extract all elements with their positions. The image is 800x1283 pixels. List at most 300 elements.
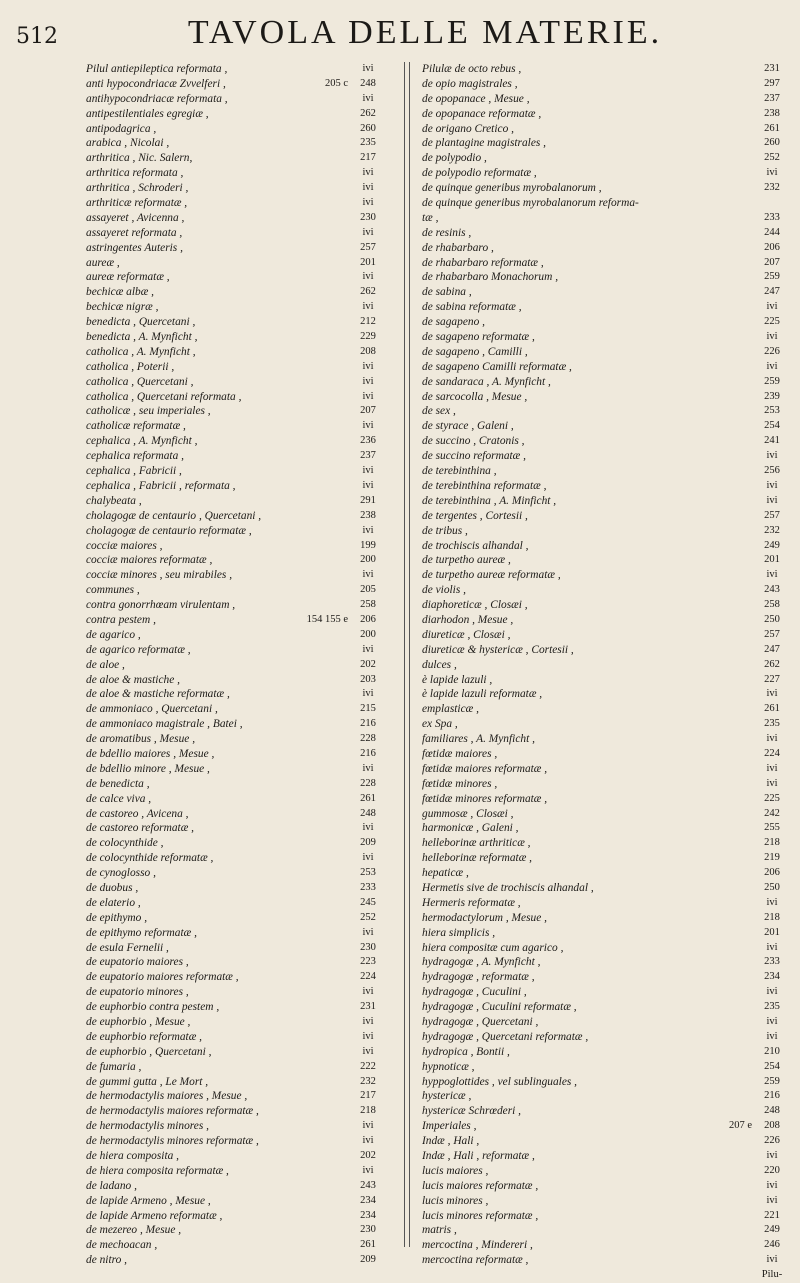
entry-text: de terebinthina reformatæ , — [422, 479, 547, 492]
entry-text: lucis maiores , — [422, 1164, 489, 1177]
entry-page-number: 233 — [764, 211, 780, 223]
entry-page-number: 230 — [360, 211, 376, 223]
entry-cross-ref — [722, 1104, 754, 1119]
entry-cross-ref — [306, 1223, 350, 1238]
entry-cross-ref — [722, 1015, 754, 1030]
entry-page-number: 202 — [360, 1150, 376, 1162]
entry-cross-ref — [722, 166, 754, 181]
index-entry — [422, 1223, 790, 1238]
entry-page-number: 208 — [360, 345, 376, 357]
entry-page-number: 234 — [360, 1209, 376, 1221]
entry-cross-ref — [306, 836, 350, 851]
entry-text: hydragogæ , Cuculini reformatæ , — [422, 1001, 577, 1014]
entry-page-number: 231 — [764, 63, 780, 74]
entry-text: assayeret , Avicenna , — [86, 211, 185, 224]
entry-cross-ref — [722, 598, 754, 613]
entry-cross-ref — [306, 122, 350, 137]
entry-cross-ref — [722, 658, 754, 673]
entry-page-number: ivi — [362, 465, 374, 477]
index-entry — [422, 166, 790, 181]
index-entry — [86, 375, 386, 390]
entry-page-number: 235 — [764, 718, 780, 730]
entry-text: helleborinæ reformatæ , — [422, 852, 533, 865]
entry-cross-ref — [306, 464, 350, 479]
entry-page-number: 250 — [764, 881, 780, 893]
entry-cross-ref — [306, 1104, 350, 1119]
entry-cross-ref — [306, 1253, 350, 1268]
entry-cross-ref — [722, 1268, 754, 1283]
entry-cross-ref — [306, 598, 350, 613]
entry-page-number: 235 — [764, 1001, 780, 1013]
index-entry — [422, 196, 790, 211]
entry-cross-ref — [306, 494, 350, 509]
entry-page-number: ivi — [362, 762, 374, 774]
entry-page-number: ivi — [766, 941, 778, 953]
index-entry — [86, 494, 386, 509]
entry-cross-ref — [722, 747, 754, 762]
index-entry — [86, 107, 386, 122]
index-entry — [86, 896, 386, 911]
entry-text: de aloe & mastiche , — [86, 673, 180, 686]
entry-page-number: ivi — [766, 777, 778, 789]
entry-page-number: 262 — [764, 658, 780, 670]
entry-text: de mechoacan , — [86, 1239, 158, 1252]
index-entry — [422, 1075, 790, 1090]
entry-page-number: 227 — [764, 673, 780, 685]
entry-page-number: 206 — [764, 867, 780, 879]
index-entry — [422, 270, 790, 285]
entry-cross-ref: 207 e — [728, 1120, 752, 1132]
index-entry — [422, 732, 790, 747]
index-entry — [422, 449, 790, 464]
index-entry — [422, 955, 790, 970]
column-divider — [404, 62, 405, 1247]
entry-cross-ref — [722, 762, 754, 777]
entry-cross-ref — [306, 196, 350, 211]
index-entry — [422, 464, 790, 479]
index-entry — [86, 181, 386, 196]
entry-text: de opopanace , Mesue , — [422, 92, 530, 105]
entry-page-number: 217 — [360, 1090, 376, 1102]
index-entry — [86, 300, 386, 315]
entry-text: de turpetho aureæ , — [422, 554, 511, 567]
entry-cross-ref — [722, 107, 754, 122]
entry-page-number: 257 — [360, 241, 376, 253]
entry-text: de agarico reformatæ , — [86, 643, 191, 656]
index-entry — [422, 777, 790, 792]
entry-cross-ref — [306, 1000, 350, 1015]
entry-text: matris , — [422, 1224, 457, 1237]
index-entry — [86, 539, 386, 554]
entry-text: de aromatibus , Mesue , — [86, 733, 196, 746]
entry-page-number: 218 — [360, 1105, 376, 1117]
entry-page-number: ivi — [362, 360, 374, 372]
entry-page-number: 219 — [764, 852, 780, 864]
entry-text: de quinque generibus myrobalanorum , — [422, 182, 602, 195]
entry-page-number: 217 — [360, 152, 376, 164]
entry-cross-ref — [722, 553, 754, 568]
entry-page-number: 201 — [764, 554, 780, 566]
entry-page-number: ivi — [766, 896, 778, 908]
entry-cross-ref — [306, 1179, 350, 1194]
index-entry — [422, 1119, 790, 1134]
entry-cross-ref — [722, 360, 754, 375]
entry-page-number: 234 — [764, 971, 780, 983]
index-entry — [86, 851, 386, 866]
entry-text: cholagogæ de centaurio , Quercetani , — [86, 509, 262, 522]
entry-cross-ref — [722, 1209, 754, 1224]
entry-cross-ref — [306, 896, 350, 911]
entry-cross-ref — [306, 256, 350, 271]
entry-cross-ref — [722, 122, 754, 137]
entry-text: catholica , Poterii , — [86, 360, 175, 373]
entry-page-number: 247 — [764, 643, 780, 655]
entry-text: è lapide lazuli , — [422, 673, 493, 686]
entry-page-number: ivi — [362, 1164, 374, 1176]
entry-page-number: 215 — [360, 703, 376, 715]
entry-text: benedicta , A. Mynficht , — [86, 331, 198, 344]
index-entry — [86, 1015, 386, 1030]
entry-text: de sandaraca , A. Mynficht , — [422, 375, 551, 388]
entry-text: cholagogæ de centaurio reformatæ , — [86, 524, 252, 537]
entry-text: de lapide Armeno reformatæ , — [86, 1209, 223, 1222]
entry-text: gummosæ , Closæi , — [422, 807, 514, 820]
entry-text: de elaterio , — [86, 896, 141, 909]
entry-cross-ref — [722, 1045, 754, 1060]
entry-text: hydragogæ , Cuculini , — [422, 986, 527, 999]
entry-cross-ref — [306, 151, 350, 166]
entry-text: de agarico , — [86, 628, 141, 641]
index-entry — [86, 1253, 386, 1268]
entry-cross-ref — [306, 1164, 350, 1179]
entry-page-number: ivi — [362, 822, 374, 834]
entry-text: de cynoglosso , — [86, 867, 156, 880]
entry-text: de lapide Armeno , Mesue , — [86, 1194, 211, 1207]
entry-text: de hermodactylis maiores , Mesue , — [86, 1090, 248, 1103]
entry-text: antipodagrica , — [86, 122, 157, 135]
entry-text: catholicæ reformatæ , — [86, 420, 186, 433]
entry-cross-ref — [722, 1194, 754, 1209]
index-entry — [422, 107, 790, 122]
index-entry — [422, 985, 790, 1000]
entry-page-number: 253 — [360, 867, 376, 879]
entry-page-number: 201 — [764, 926, 780, 938]
index-entry — [86, 226, 386, 241]
entry-page-number: ivi — [362, 643, 374, 655]
entry-page-number: 243 — [764, 584, 780, 596]
entry-cross-ref — [722, 1089, 754, 1104]
index-entry — [422, 851, 790, 866]
entry-cross-ref — [306, 985, 350, 1000]
entry-page-number — [754, 196, 790, 211]
entry-cross-ref — [306, 1119, 350, 1134]
entry-cross-ref — [722, 77, 754, 92]
entry-page-number: ivi — [766, 360, 778, 372]
entry-cross-ref — [306, 762, 350, 777]
entry-text: Hermeris reformatæ , — [422, 896, 521, 909]
index-entry — [422, 1238, 790, 1253]
entry-page-number: 235 — [360, 137, 376, 149]
entry-text: hydragogæ , Quercetani reformatæ , — [422, 1030, 589, 1043]
index-entry — [86, 613, 386, 628]
entry-page-number: 245 — [360, 896, 376, 908]
entry-text: mercoctina reformatæ , — [422, 1254, 529, 1267]
entry-page-number: 259 — [764, 271, 780, 283]
index-entry — [422, 1179, 790, 1194]
entry-cross-ref — [722, 136, 754, 151]
entry-page-number: ivi — [362, 420, 374, 432]
entry-page-number: ivi — [362, 1030, 374, 1042]
index-entry — [422, 285, 790, 300]
entry-cross-ref — [306, 1134, 350, 1149]
index-entry — [422, 1268, 790, 1283]
index-entry — [86, 941, 386, 956]
entry-cross-ref — [306, 390, 350, 405]
index-entry — [422, 375, 790, 390]
index-entry — [86, 136, 386, 151]
index-entry — [422, 747, 790, 762]
index-entry — [86, 241, 386, 256]
entry-text: de sabina reformatæ , — [422, 301, 522, 314]
index-entry — [422, 613, 790, 628]
entry-page-number: ivi — [766, 494, 778, 506]
entry-page-number: ivi — [766, 1254, 778, 1266]
index-entry — [86, 166, 386, 181]
entry-cross-ref — [306, 419, 350, 434]
index-entry — [86, 1209, 386, 1224]
entry-text: è lapide lazuli reformatæ , — [422, 688, 543, 701]
entry-cross-ref — [306, 330, 350, 345]
entry-text: benedicta , Quercetani , — [86, 316, 196, 329]
entry-page-number: 209 — [360, 1254, 376, 1266]
entry-cross-ref — [306, 539, 350, 554]
entry-text: Imperiales , — [422, 1120, 477, 1133]
entry-cross-ref — [722, 62, 754, 77]
entry-page-number: 201 — [360, 256, 376, 268]
page-title: TAVOLA DELLE MATERIE. — [187, 14, 663, 51]
index-entry — [86, 673, 386, 688]
entry-page-number: ivi — [766, 1030, 778, 1042]
entry-cross-ref — [306, 926, 350, 941]
entry-page-number: ivi — [766, 688, 778, 700]
entry-text: de polypodio reformatæ , — [422, 167, 537, 180]
index-entry — [422, 122, 790, 137]
entry-page-number: 230 — [360, 1224, 376, 1236]
entry-cross-ref — [306, 211, 350, 226]
entry-page-number: 244 — [764, 226, 780, 238]
index-entry — [422, 211, 790, 226]
index-entry — [86, 1164, 386, 1179]
entry-text: hydropica , Bontii , — [422, 1045, 510, 1058]
entry-page-number: 258 — [764, 599, 780, 611]
entry-page-number: 261 — [764, 122, 780, 134]
entry-text: Pilulæ de octo rebus , — [422, 63, 522, 75]
entry-cross-ref — [722, 315, 754, 330]
entry-cross-ref — [722, 613, 754, 628]
entry-page-number: ivi — [766, 301, 778, 313]
page-header — [16, 14, 786, 58]
entry-cross-ref — [722, 464, 754, 479]
entry-text: catholica , Quercetani , — [86, 375, 194, 388]
entry-text: de hermodactylis minores reformatæ , — [86, 1135, 259, 1148]
entry-page-number: 218 — [764, 911, 780, 923]
entry-text: de aloe & mastiche reformatæ , — [86, 688, 230, 701]
entry-text: arthritica , Schroderi , — [86, 182, 189, 195]
entry-text: de gummi gutta , Le Mort , — [86, 1075, 209, 1088]
index-entry — [86, 315, 386, 330]
entry-cross-ref — [722, 955, 754, 970]
entry-text: anti hypocondriacæ Zvvelferi , — [86, 77, 226, 90]
index-entry — [422, 821, 790, 836]
entry-text: de hiera composita , — [86, 1150, 180, 1163]
entry-cross-ref — [306, 1015, 350, 1030]
entry-cross-ref — [722, 866, 754, 881]
index-entry — [422, 1089, 790, 1104]
entry-page-number: 221 — [764, 1209, 780, 1221]
index-entry — [422, 583, 790, 598]
entry-text: de turpetho aureæ reformatæ , — [422, 569, 561, 582]
entry-page-number: 257 — [764, 509, 780, 521]
entry-text: Pilul antiepileptica reformata , — [86, 63, 228, 75]
index-entry — [422, 1164, 790, 1179]
entry-text: assayeret reformata , — [86, 226, 183, 239]
index-entry — [86, 568, 386, 583]
index-entry — [86, 330, 386, 345]
index-entry — [86, 256, 386, 271]
entry-cross-ref — [722, 941, 754, 956]
index-entry — [422, 419, 790, 434]
entry-text: de opio magistrales , — [422, 77, 518, 90]
entry-text: de epithymo , — [86, 911, 148, 924]
entry-page-number: ivi — [362, 167, 374, 179]
index-entry — [422, 524, 790, 539]
index-entry — [86, 553, 386, 568]
entry-text: fœtidæ maiores reformatæ , — [422, 762, 548, 775]
index-entry — [86, 866, 386, 881]
index-entry — [422, 673, 790, 688]
entry-page-number: 259 — [764, 375, 780, 387]
index-entry — [86, 1149, 386, 1164]
entry-page-number: 241 — [764, 435, 780, 447]
entry-cross-ref — [722, 345, 754, 360]
entry-cross-ref: 205 c — [324, 77, 348, 89]
entry-text: communes , — [86, 584, 140, 597]
entry-cross-ref — [722, 196, 754, 211]
index-entry — [86, 911, 386, 926]
entry-page-number: 212 — [360, 316, 376, 328]
entry-text: de castoreo reformatæ , — [86, 822, 194, 835]
entry-page-number: 253 — [764, 405, 780, 417]
entry-page-number: 254 — [764, 420, 780, 432]
index-entry — [422, 1149, 790, 1164]
entry-text: de quinque generibus myrobalanorum reforma- — [422, 197, 639, 210]
entry-cross-ref — [306, 345, 350, 360]
entry-text: Hermetis sive de trochiscis alhandal , — [422, 881, 594, 894]
entry-text: de epithymo reformatæ , — [86, 926, 197, 939]
entry-cross-ref — [306, 1030, 350, 1045]
index-entry — [86, 598, 386, 613]
entry-text: bechicæ albæ , — [86, 286, 155, 299]
entry-cross-ref — [306, 241, 350, 256]
index-entry — [86, 1075, 386, 1090]
index-entry — [422, 970, 790, 985]
index-entry — [422, 62, 790, 77]
entry-cross-ref — [306, 166, 350, 181]
entry-text: de sagapeno , — [422, 316, 485, 329]
entry-cross-ref — [306, 107, 350, 122]
entry-page-number: ivi — [766, 733, 778, 745]
entry-page-number: 258 — [360, 599, 376, 611]
entry-page-number: 220 — [764, 1164, 780, 1176]
entry-page-number: 224 — [764, 747, 780, 759]
entry-text: de hiera composita reformatæ , — [86, 1164, 229, 1177]
entry-page-number: 228 — [360, 733, 376, 745]
entry-cross-ref — [722, 226, 754, 241]
index-entry — [86, 92, 386, 107]
entry-cross-ref — [306, 821, 350, 836]
entry-page-number: 257 — [764, 628, 780, 640]
entry-cross-ref — [722, 836, 754, 851]
index-entry — [86, 717, 386, 732]
entry-page-number: 249 — [764, 1224, 780, 1236]
entry-text: de rhabarbaro reformatæ , — [422, 256, 544, 269]
entry-text: catholicæ , seu imperiales , — [86, 405, 211, 418]
index-entry — [86, 1223, 386, 1238]
entry-cross-ref — [306, 449, 350, 464]
entry-text: astringentes Auteris , — [86, 241, 183, 254]
index-entry — [422, 360, 790, 375]
entry-cross-ref — [306, 1075, 350, 1090]
index-entry — [422, 1209, 790, 1224]
entry-text: mercoctina , Mindereri , — [422, 1239, 533, 1252]
entry-page-number: 248 — [764, 1105, 780, 1117]
index-entry — [422, 1015, 790, 1030]
entry-page-number: 233 — [764, 956, 780, 968]
index-entry — [86, 687, 386, 702]
entry-page-number: 216 — [360, 718, 376, 730]
entry-text: emplasticæ , — [422, 703, 479, 716]
entry-cross-ref — [722, 970, 754, 985]
index-entry — [86, 732, 386, 747]
entry-text: de sarcocolla , Mesue , — [422, 390, 528, 403]
entry-cross-ref — [306, 970, 350, 985]
index-entry — [422, 1134, 790, 1149]
entry-cross-ref — [306, 136, 350, 151]
index-entry — [86, 434, 386, 449]
entry-text: de sagapeno , Camilli , — [422, 345, 528, 358]
entry-cross-ref — [722, 1134, 754, 1149]
entry-page-number: 261 — [764, 703, 780, 715]
index-entry — [86, 881, 386, 896]
entry-cross-ref — [306, 509, 350, 524]
entry-text: de tergentes , Cortesii , — [422, 509, 528, 522]
entry-page-number: 223 — [360, 956, 376, 968]
entry-page-number: ivi — [766, 986, 778, 998]
index-entry — [86, 702, 386, 717]
index-entry — [86, 390, 386, 405]
entry-cross-ref — [722, 494, 754, 509]
entry-cross-ref — [306, 568, 350, 583]
page-number: 512 — [16, 24, 58, 49]
entry-cross-ref — [722, 1149, 754, 1164]
index-entry — [86, 122, 386, 137]
entry-text: de ladano , — [86, 1179, 137, 1192]
entry-page-number: 243 — [360, 1179, 376, 1191]
entry-text: harmonicæ , Galeni , — [422, 822, 519, 835]
entry-cross-ref — [306, 524, 350, 539]
entry-page-number: ivi — [362, 197, 374, 209]
entry-page-number: 262 — [360, 286, 376, 298]
